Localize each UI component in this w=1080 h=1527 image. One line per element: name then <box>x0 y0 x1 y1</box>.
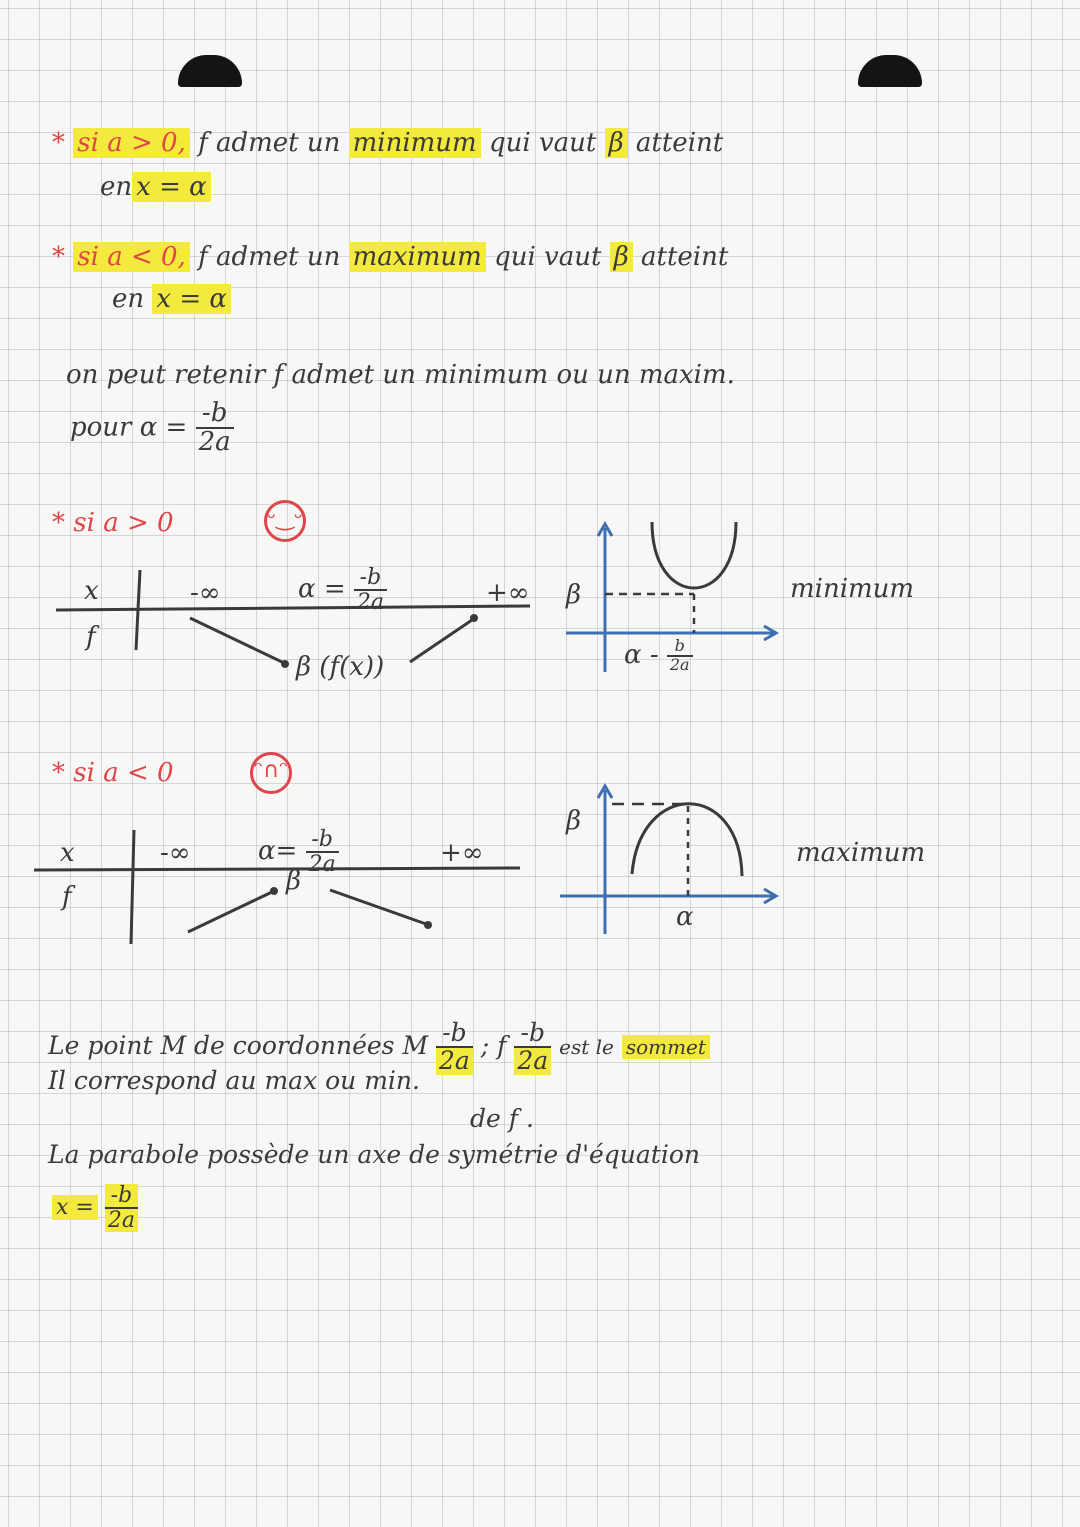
label-minimum: minimum <box>790 574 915 604</box>
word-maximum: maximum <box>349 242 486 272</box>
graph-max-beta: β <box>566 806 582 836</box>
line-min-rule: * si a > 0, f admet un minimum qui vaut β atteint <box>52 128 724 158</box>
line-alpha-formula: pour α = $\frac{-b}{2a}$ <box>70 400 234 457</box>
smiley-happy-icon: ᵕ‿ᵕ <box>264 500 306 542</box>
summary-line-1: Le point M de coordonnées M $\frac{-b}{2a}$ ; f $\frac{-b}{2a}$ est le sommet <box>48 1020 710 1075</box>
line-retain: on peut retenir f admet un minimum ou un maxim. <box>66 360 735 390</box>
summary-line-3: de f . <box>470 1104 534 1133</box>
condition-a-negative: si a < 0, <box>73 242 190 272</box>
table-pos-beta: β (f(x)) <box>296 652 385 682</box>
graph-min-beta: β <box>566 580 582 610</box>
smiley-sad-icon: ᵔ∩ᵔ <box>250 752 292 794</box>
summary-line-5: x = $\frac{-b}{2a}$ <box>52 1184 138 1232</box>
table-neg-minus-inf: -∞ <box>160 838 191 868</box>
table-neg-beta: β <box>286 866 302 896</box>
table-neg-f: f <box>62 882 72 912</box>
case-pos-title: * si a > 0 <box>52 508 174 538</box>
table-pos-alpha: α = $\frac{-b}{2a}$ <box>298 566 387 614</box>
summary-line-2: Il correspond au max ou min. <box>48 1066 420 1095</box>
word-minimum: minimum <box>349 128 481 158</box>
summary-line-4: La parabole possède un axe de symétrie d'équation <box>48 1140 700 1169</box>
table-pos-minus-inf: -∞ <box>190 578 221 608</box>
graph-min-alpha: α - $\frac{b}{2a}$ <box>624 638 693 674</box>
line-min-rule-cont: en x = α <box>100 172 211 202</box>
table-neg-alpha: α= $\frac{-b}{2a}$ <box>258 828 339 876</box>
table-pos-plus-inf: +∞ <box>486 578 530 608</box>
table-neg-plus-inf: +∞ <box>440 838 484 868</box>
case-neg-title: * si a < 0 <box>52 758 174 788</box>
table-pos-x: x <box>84 576 99 606</box>
table-pos-f: f <box>86 622 96 652</box>
condition-a-positive: si a > 0, <box>73 128 190 158</box>
label-maximum: maximum <box>796 838 926 868</box>
graph-max-alpha: α <box>676 902 694 932</box>
table-neg-x: x <box>60 838 75 868</box>
line-max-rule: * si a < 0, f admet un maximum qui vaut β atteint <box>52 242 729 272</box>
line-max-rule-cont: en x = α <box>112 284 231 314</box>
